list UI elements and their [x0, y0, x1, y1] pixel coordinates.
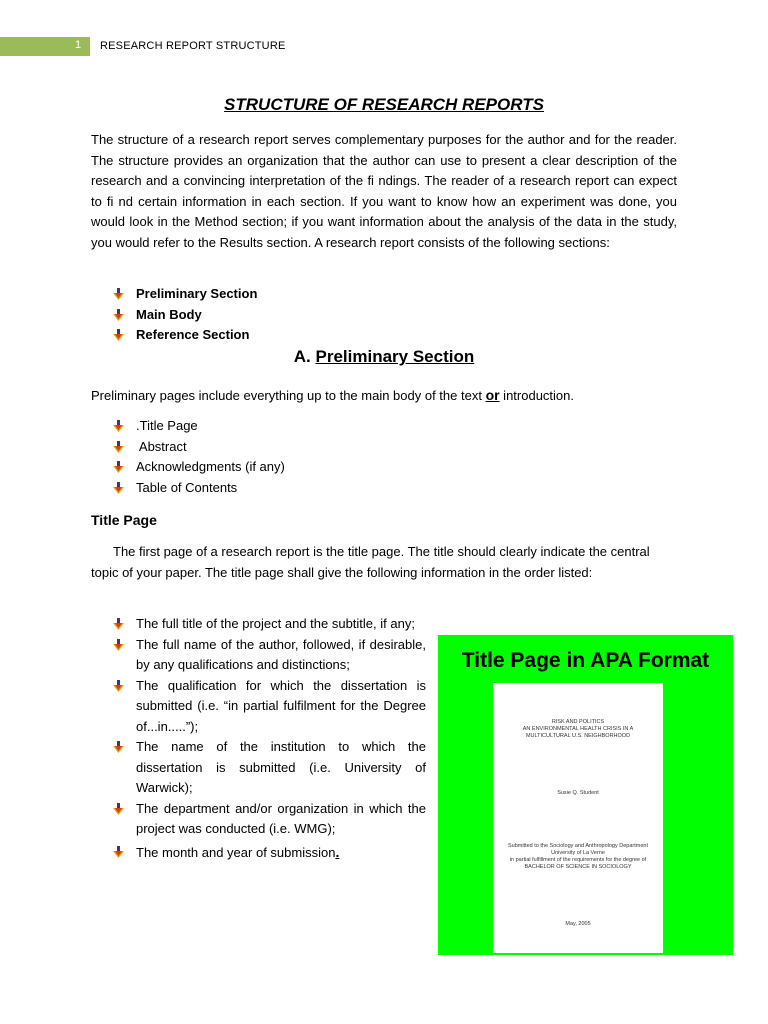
- list-item: [113, 437, 285, 458]
- list-item: [113, 614, 476, 635]
- arrow-down-bullet-icon: [113, 309, 124, 321]
- section-a-heading: [0, 347, 768, 367]
- arrow-down-bullet-icon: [113, 846, 124, 858]
- list-item: [113, 635, 426, 676]
- arrow-down-bullet-icon: [113, 680, 124, 692]
- title-page-heading: Title Page: [91, 512, 157, 528]
- sample-author: Susie Q. Student: [557, 790, 599, 796]
- sample-title-line: AN ENVIRONMENTAL HEALTH CRISIS IN A: [522, 726, 634, 732]
- list-item: [113, 478, 285, 499]
- arrow-down-bullet-icon: [113, 420, 124, 432]
- page-number: 1: [75, 39, 82, 51]
- list-item-text: Reference Section: [136, 327, 250, 342]
- list-item-text: Abstract: [136, 438, 187, 454]
- arrow-down-bullet-icon: [113, 461, 124, 473]
- arrow-down-bullet-icon: [113, 329, 124, 341]
- sample-title-line: MULTICULTURAL U.S. NEIGHBORHOOD: [525, 733, 631, 739]
- list-item-text: The full name of the author, followed, if desirable, by any qualifications and distinctions;: [136, 636, 426, 672]
- sample-title-page: [493, 683, 663, 953]
- list-item-text: The name of the institution to which the dissertation is submitted (i.e. University of Warwick);: [136, 739, 426, 795]
- list-item-text: The month and year of submission: [136, 844, 336, 860]
- list-item-text: Main Body: [136, 306, 202, 322]
- sample-submission-line: Submitted to the Sociology and Anthropology Department: [507, 843, 649, 849]
- sample-submission-line: University of La Verne: [551, 850, 605, 856]
- arrow-down-bullet-icon: [113, 803, 124, 815]
- sample-submission-line: BACHELOR OF SCIENCE IN SOCIOLOGY: [524, 864, 632, 870]
- preliminary-list: [113, 416, 285, 498]
- list-item-text: Acknowledgments (if any): [136, 459, 285, 474]
- sample-date: May, 2005: [565, 921, 591, 927]
- list-item: [113, 842, 426, 864]
- arrow-down-bullet-icon: [113, 618, 124, 630]
- header-title: RESEARCH REPORT STRUCTURE: [100, 40, 286, 52]
- list-item-text: Preliminary Section: [136, 286, 258, 301]
- preliminary-paragraph: [91, 385, 677, 407]
- page-header: [0, 37, 768, 56]
- arrow-down-bullet-icon: [113, 482, 124, 494]
- list-item: [113, 737, 426, 799]
- list-item: [113, 799, 426, 840]
- arrow-down-bullet-icon: [113, 741, 124, 753]
- section-letter: A.: [293, 347, 311, 366]
- prelim-text-after: introduction.: [499, 388, 574, 403]
- list-item: [113, 284, 257, 305]
- list-item-text: Table of Contents: [136, 479, 238, 495]
- sample-submission-line: in partial fulfillment of the requirements for the degree of: [509, 857, 647, 863]
- list-item: [113, 416, 285, 437]
- title-page-paragraph: The first page of a research report is the title page. The title should clearly indicate the central topic of your paper. The title page shall give the following information in the order listed:: [91, 544, 650, 580]
- figure-title: Title Page in APA Format: [461, 649, 710, 672]
- list-item: [113, 457, 285, 478]
- list-item-period: .: [335, 843, 340, 860]
- arrow-down-bullet-icon: [113, 441, 124, 453]
- sections-list: [113, 284, 257, 346]
- apa-title-page-figure: [438, 635, 733, 955]
- list-item: [113, 325, 257, 346]
- document-title: STRUCTURE OF RESEARCH REPORTS: [224, 95, 544, 114]
- prelim-text-before: Preliminary pages include everything up to the main body of the text: [91, 388, 486, 403]
- section-title: Preliminary Section: [315, 347, 475, 366]
- sample-title-line: RISK AND POLITICS: [551, 719, 605, 725]
- prelim-or: or: [485, 387, 500, 403]
- arrow-down-bullet-icon: [113, 639, 124, 651]
- list-item-text: The department and/or organization in which the project was conducted (i.e. WMG);: [136, 800, 426, 836]
- arrow-down-bullet-icon: [113, 288, 124, 300]
- list-item-text: The qualification for which the dissertation is submitted (i.e. “in partial fulfilment for the Degree of...in.....”);: [136, 677, 426, 734]
- list-item-text: .Title Page: [136, 418, 198, 433]
- list-item: [113, 676, 426, 738]
- list-item: [113, 305, 257, 326]
- intro-paragraph: The structure of a research report serves complementary purposes for the author and for the reader. The structure provides an organization that the author can use to present a clear description of the research and a convincing interpretation of the fi ndings. The reader of a research report can expect to fi nd certain information in each section. If you want to know how an experiment was done, you would look in the Method section; if you want information about the analysis of the data in the study, you would refer to the Results section. A research report consists of the following sections:: [91, 132, 677, 250]
- list-item-text: The full title of the project and the subtitle, if any;: [136, 616, 415, 631]
- title-page-info-list: [113, 614, 426, 863]
